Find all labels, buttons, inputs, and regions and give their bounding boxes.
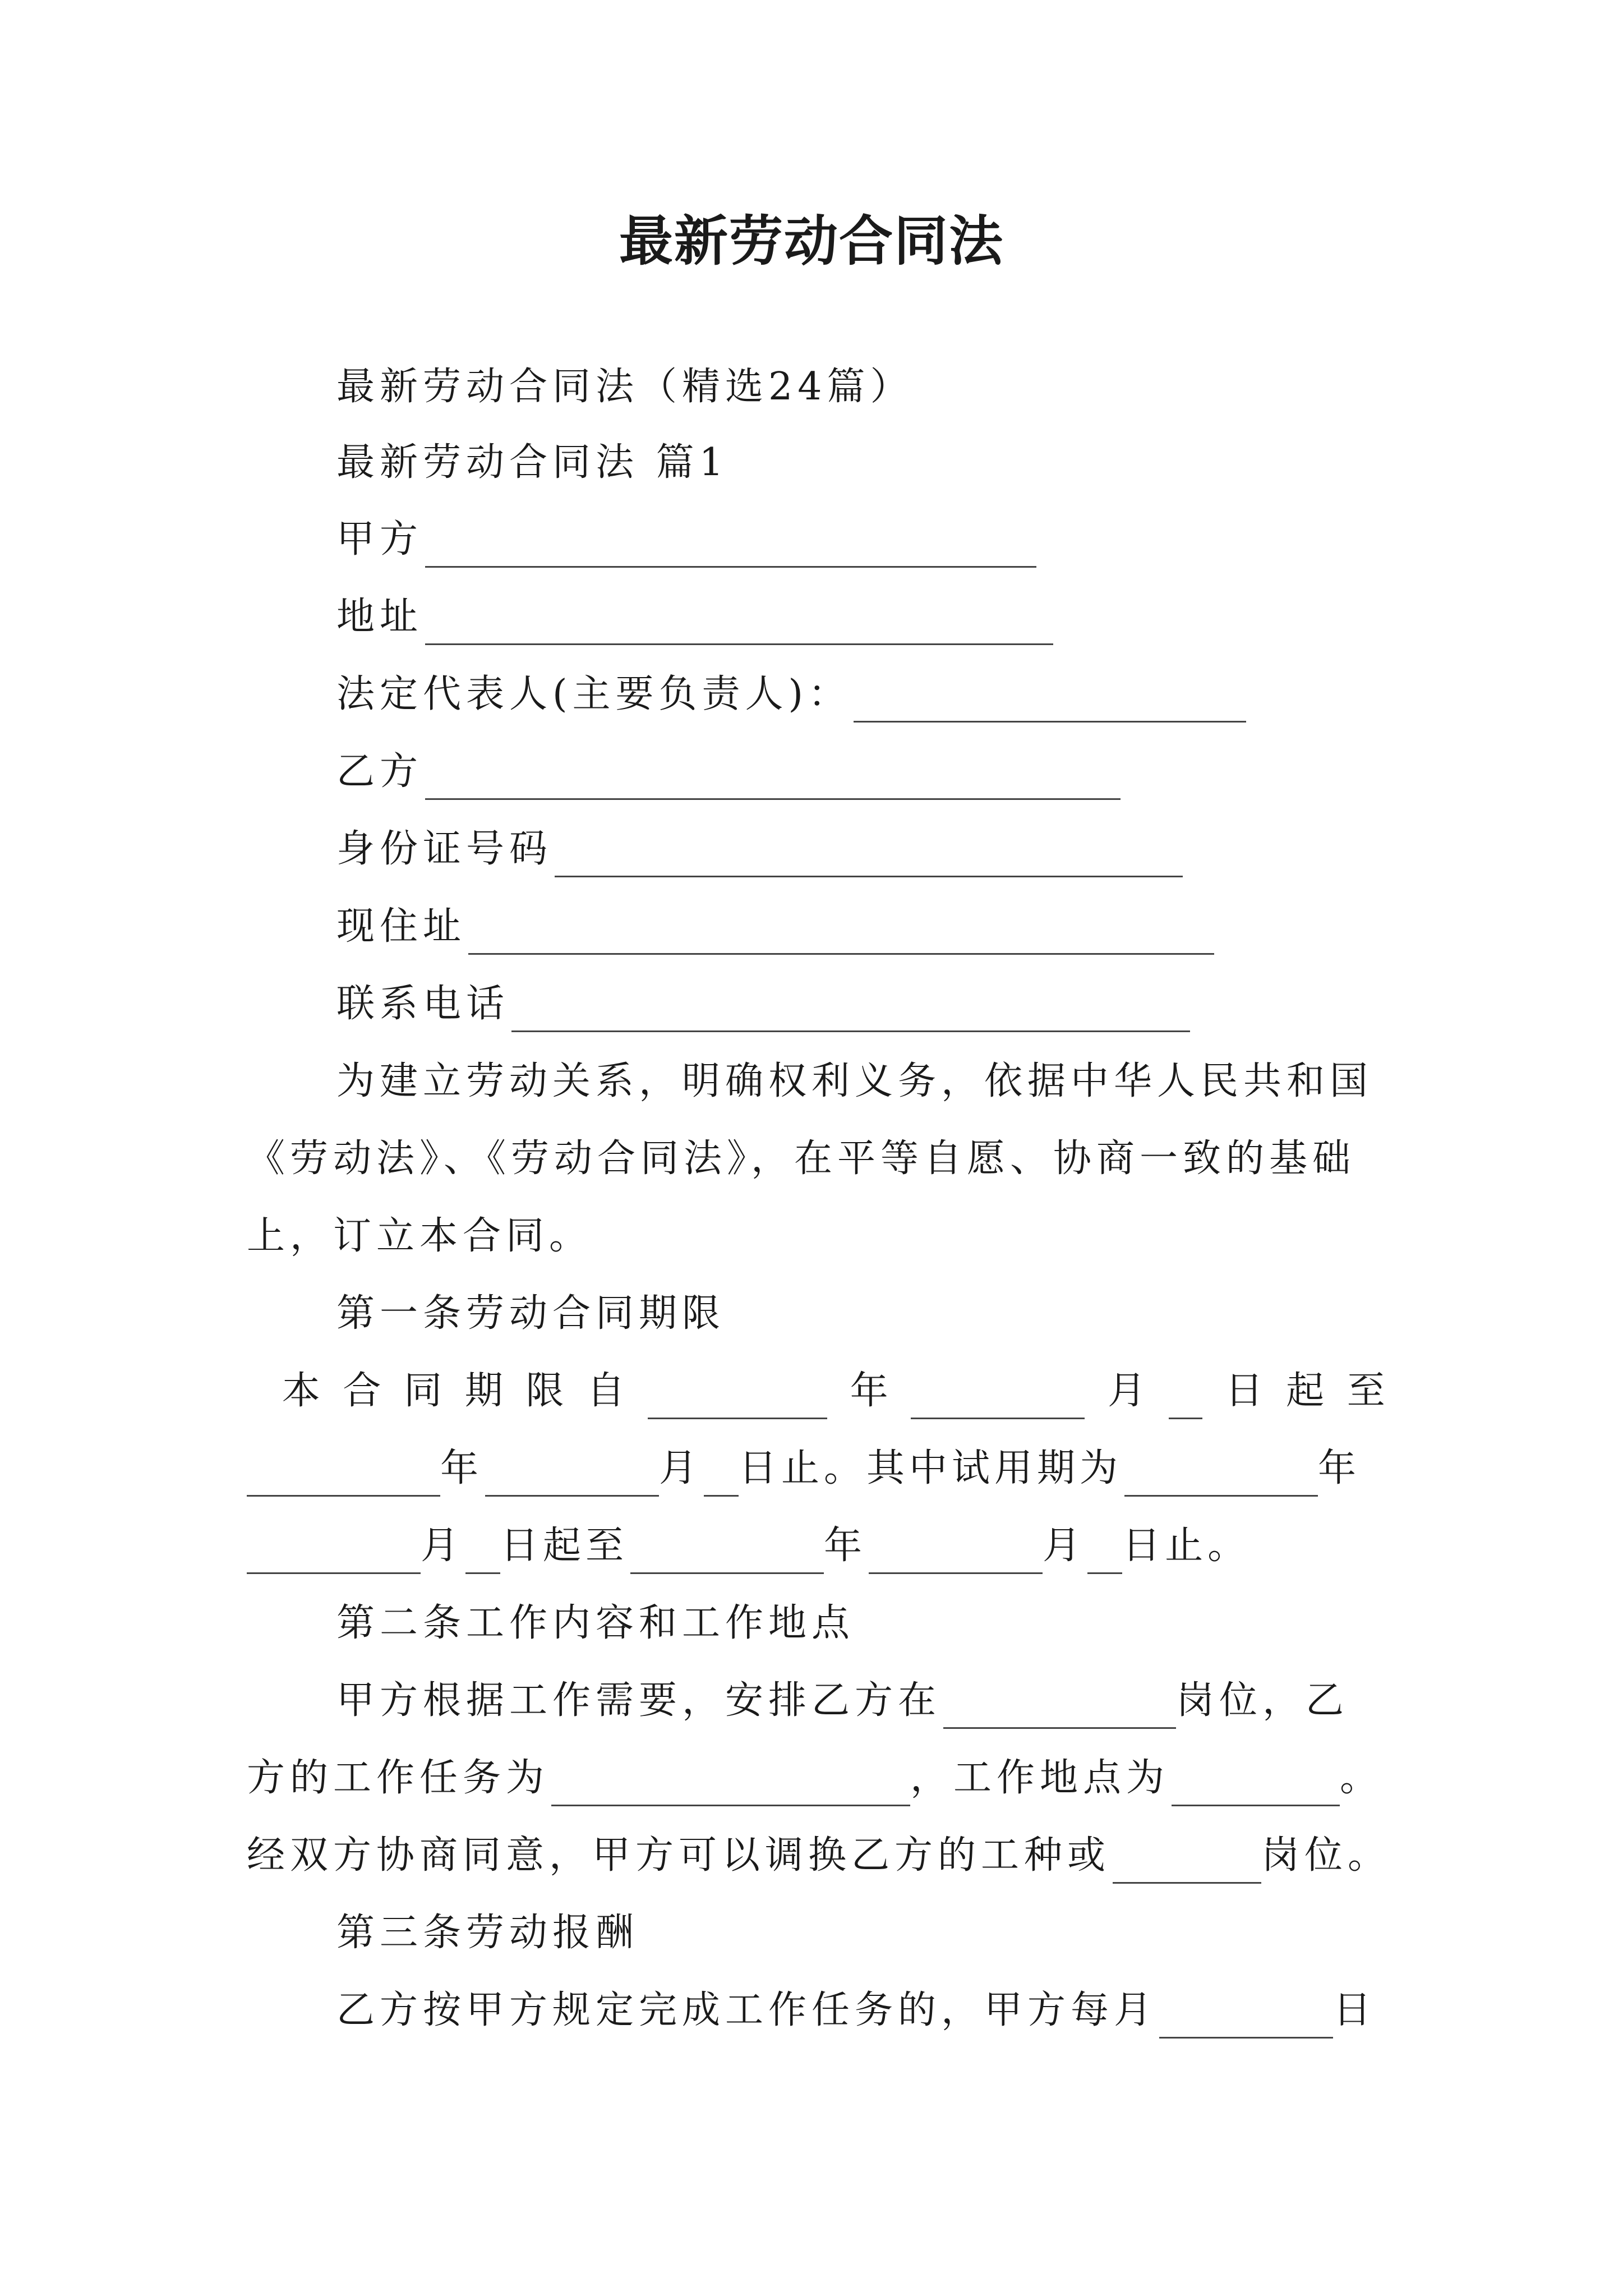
text-char: 本 <box>282 1369 320 1413</box>
blank-line <box>425 763 1121 800</box>
blank-line <box>468 918 1214 955</box>
field-id-number <box>336 821 1183 877</box>
blank-line <box>1124 1460 1318 1497</box>
text-segment: 年 <box>440 1446 483 1490</box>
text-char: 年 <box>850 1369 888 1413</box>
document-title: 最新劳动合同法 <box>619 209 1004 273</box>
text-char: 期 <box>464 1369 503 1413</box>
intro-line-2: 《劳动法》、《劳动合同法》，在平等自愿、协商一致的基础 <box>247 1137 1356 1181</box>
text-segment: 甲方根据工作需要，安排乙方在 <box>336 1678 942 1723</box>
blank-line <box>247 1538 421 1574</box>
text-segment: 经双方协商同意，甲方可以调换乙方的工种或 <box>247 1833 1111 1878</box>
field-label: 地址 <box>336 595 423 639</box>
text-segment: 月 <box>1043 1524 1086 1568</box>
article-3-line-1 <box>336 1982 1376 2039</box>
document-subtitle: 最新劳动合同法（精选24篇） <box>336 365 914 409</box>
text-char: 日 <box>1225 1369 1264 1413</box>
text-char: 起 <box>1286 1369 1325 1413</box>
blank-line <box>247 1460 440 1497</box>
field-current-address <box>336 899 1214 955</box>
blank-line <box>911 1383 1085 1419</box>
text-segment: 方的工作任务为 <box>247 1756 550 1800</box>
text-segment: 年 <box>1318 1446 1361 1490</box>
text-segment: 年 <box>824 1524 867 1568</box>
field-label: 乙方 <box>336 749 423 794</box>
text-segment: 。 <box>1340 1756 1384 1800</box>
blank-line <box>485 1460 659 1497</box>
blank-line <box>648 1383 827 1419</box>
blank-line <box>1087 1538 1122 1574</box>
text-char: 限 <box>525 1369 564 1413</box>
text-segment: 月 <box>659 1446 702 1490</box>
article-3-heading: 第三条劳动报酬 <box>336 1911 639 1955</box>
blank-line <box>854 686 1246 723</box>
field-label: 联系电话 <box>336 982 510 1026</box>
text-char: 至 <box>1347 1369 1385 1413</box>
field-label: 甲方 <box>336 517 423 562</box>
field-phone <box>336 976 1190 1032</box>
intro-line-3: 上，订立本合同。 <box>247 1214 593 1258</box>
article-1-line-3 <box>247 1518 1250 1574</box>
text-segment: 月 <box>421 1524 464 1568</box>
field-label: 现住址 <box>336 904 467 949</box>
blank-line <box>943 1692 1176 1729</box>
blank-line <box>630 1538 824 1574</box>
text-segment: 日起至 <box>500 1524 629 1568</box>
blank-line <box>551 1770 910 1806</box>
text-segment: 日止。 <box>1122 1524 1251 1568</box>
article-2-line-1 <box>336 1673 1349 1729</box>
text-segment: 日止。其中试用期为 <box>739 1446 1123 1490</box>
text-segment: 岗位。 <box>1261 1833 1391 1878</box>
article-2-line-2 <box>247 1750 1383 1806</box>
article-1-line-1 <box>247 1363 1385 1419</box>
text-char: 自 <box>587 1369 625 1413</box>
text-char: 同 <box>404 1369 442 1413</box>
field-label: 法定代表人(主要负责人)： <box>336 672 852 716</box>
blank-line <box>425 531 1036 568</box>
field-party-b <box>336 744 1121 800</box>
blank-line <box>425 609 1053 645</box>
blank-line <box>465 1538 500 1574</box>
article-2-line-3 <box>247 1828 1391 1884</box>
blank-line <box>1159 2002 1333 2039</box>
blank-line <box>869 1538 1043 1574</box>
blank-line <box>704 1460 739 1497</box>
article-2-heading: 第二条工作内容和工作地点 <box>336 1601 855 1645</box>
article-1-line-2 <box>247 1441 1361 1497</box>
field-party-a <box>336 512 1036 568</box>
text-segment: 岗位，乙 <box>1176 1678 1349 1723</box>
article-1-heading: 第一条劳动合同期限 <box>336 1291 726 1336</box>
blank-line <box>1172 1770 1340 1806</box>
text-char: 合 <box>343 1369 381 1413</box>
field-label: 身份证号码 <box>336 827 553 871</box>
part-heading: 最新劳动合同法 篇1 <box>336 440 728 485</box>
field-address <box>336 589 1053 645</box>
blank-line <box>1169 1383 1202 1419</box>
blank-line <box>555 841 1183 877</box>
text-segment: 乙方按甲方规定完成工作任务的，甲方每月 <box>336 1988 1158 2032</box>
intro-line-1: 为建立劳动关系，明确权利义务，依据中华人民共和国 <box>336 1059 1373 1103</box>
field-legal-representative <box>336 666 1246 723</box>
blank-line <box>511 996 1190 1032</box>
blank-line <box>1113 1847 1261 1884</box>
text-segment: ，工作地点为 <box>910 1756 1170 1800</box>
text-char: 月 <box>1107 1369 1146 1413</box>
text-segment: 日 <box>1333 1988 1377 2032</box>
